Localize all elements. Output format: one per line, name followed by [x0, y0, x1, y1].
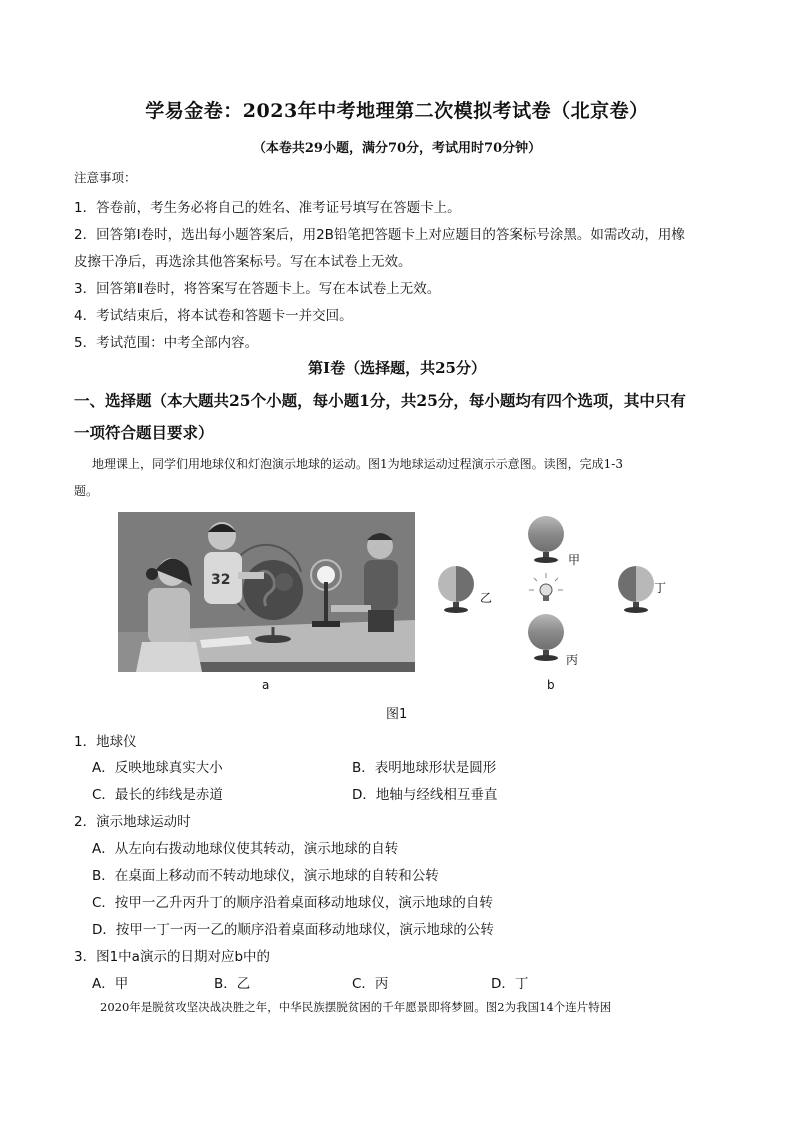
page-subtitle: （本卷共29小题，满分70分，考试用时70分钟）	[252, 141, 542, 156]
label-jia: 甲	[568, 553, 581, 567]
part1-heading-line2: 一项符合题目要求）	[74, 423, 214, 442]
figure-a-label: a	[262, 678, 270, 692]
q3-option-a: A．甲	[92, 976, 129, 992]
q1-option-c: C．最长的纬线是赤道	[92, 787, 223, 803]
note-item-2: 2．回答第Ⅰ卷时，选出每小题答案后，用2B铅笔把答题卡上对应题目的答案标号涂黑。如需改动，用橡	[74, 227, 685, 243]
note-item-5: 5．考试范围：中考全部内容。	[74, 335, 259, 351]
globe-yi	[438, 566, 474, 613]
q3-option-d: D．丁	[491, 976, 529, 992]
intro1-line2: 题。	[74, 484, 99, 498]
q1-option-a: A．反映地球真实大小	[92, 760, 223, 776]
q3-option-b: B．乙	[214, 976, 251, 992]
note-item-3: 3．回答第Ⅱ卷时，将答案写在答题卡上。写在本试卷上无效。	[74, 281, 441, 297]
q2-option-a: A．从左向右拨动地球仪使其转动，演示地球的自转	[92, 841, 399, 857]
globe-ding	[618, 566, 654, 613]
q1-option-b: B．表明地球形状是圆形	[352, 760, 497, 776]
jersey-number: 32	[211, 572, 231, 588]
figure-a-classroom-photo	[118, 512, 415, 672]
label-bing: 丙	[566, 653, 579, 667]
intro2-line1: 2020年是脱贫攻坚决战决胜之年，中华民族摆脱贫困的千年愿景即将梦圆。图2为我国14个连片特困	[100, 1000, 612, 1014]
note-item-4: 4．考试结束后，将本试卷和答题卡一并交回。	[74, 308, 353, 324]
question-3-stem: 3．图1中a演示的日期对应b中的	[74, 949, 271, 965]
notes-heading: 注意事项：	[74, 170, 137, 185]
q2-option-c: C．按甲一乙升丙升丁的顺序沿着桌面移动地球仪，演示地球的自转	[92, 895, 493, 911]
note-item-1: 1．答卷前，考生务必将自己的姓名、准考证号填写在答题卡上。	[74, 200, 461, 216]
label-ding: 丁	[654, 581, 667, 595]
figure-b-label: b	[547, 678, 555, 692]
label-yi: 乙	[480, 591, 493, 605]
globe-jia	[528, 516, 564, 563]
bulb-icon	[529, 573, 563, 601]
globe-bing	[528, 614, 564, 661]
q2-option-d: D．按甲一丁一丙一乙的顺序沿着桌面移动地球仪，演示地球的公转	[92, 922, 494, 938]
q3-option-c: C．丙	[352, 976, 389, 992]
page-title: 学易金卷：2023年中考地理第二次模拟考试卷（北京卷）	[145, 100, 649, 122]
note-item-2-cont: 皮擦干净后，再选涂其他答案标号。写在本试卷上无效。	[74, 254, 412, 270]
question-2-stem: 2．演示地球运动时	[74, 814, 191, 830]
question-1-stem: 1．地球仪	[74, 734, 137, 750]
part1-heading-line1: 一、选择题（本大题共25个小题，每小题1分，共25分，每小题均有四个选项，其中只有	[74, 391, 686, 410]
q1-option-d: D．地轴与经线相互垂直	[352, 787, 498, 803]
q2-option-b: B．在桌面上移动而不转动地球仪，演示地球的自转和公转	[92, 868, 439, 884]
section-title: 第Ⅰ卷（选择题，共25分）	[308, 359, 486, 377]
intro1-line1: 地理课上，同学们用地球仪和灯泡演示地球的运动。图1为地球运动过程演示示意图。读图，完成1-3	[92, 457, 623, 471]
figure-caption: 图1	[386, 707, 408, 722]
figure-b-orbit-diagram	[430, 512, 670, 672]
